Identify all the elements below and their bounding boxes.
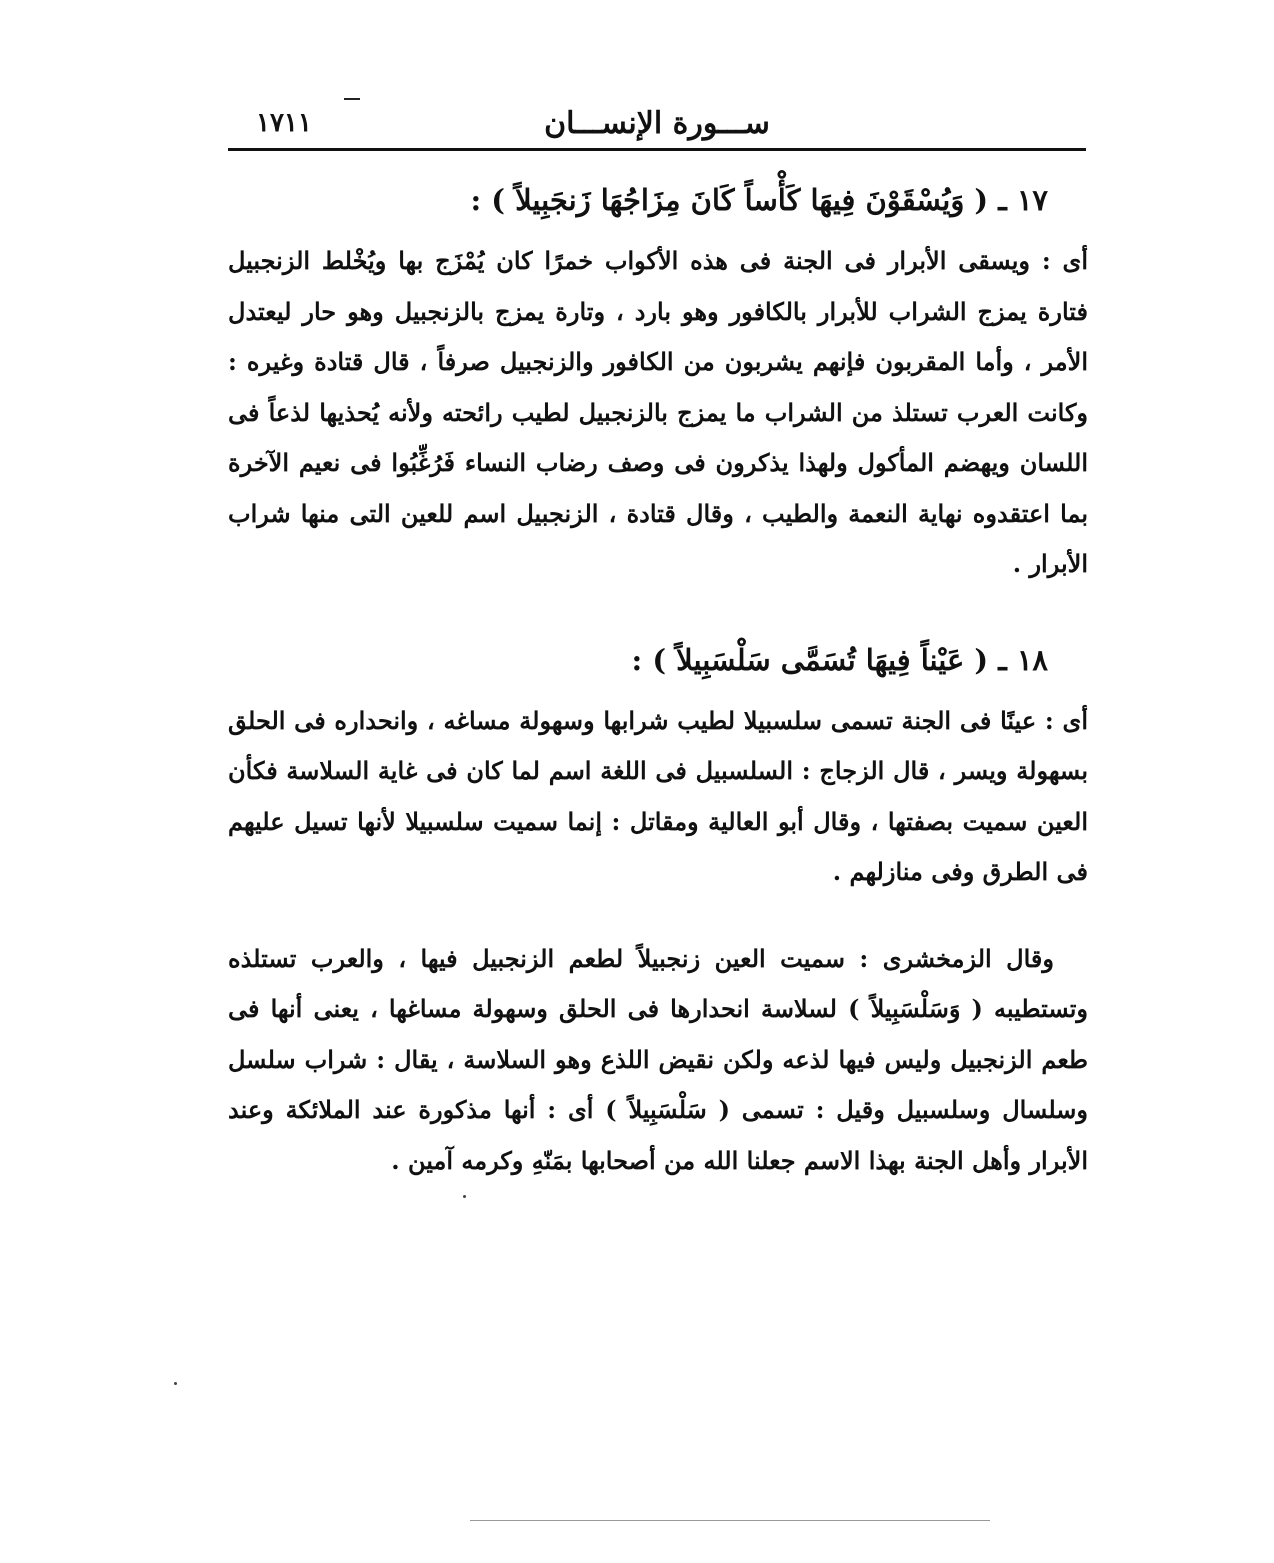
header-mark [344,98,360,100]
paragraph-gap [228,898,1088,934]
page-header [228,100,1086,146]
commentary-paragraph-17: أى : ويسقى الأبرار فى الجنة فى هذه الأكواب خمرًا كان يُمْزَج بها ويُخْلط الزنجبيل فتارة يمزج الشراب للأبرار بالكافور وهو بارد ، وتارة يمزج بالزنجبيل وهو حار ليعتدل الأمر ، وأما المقربون فإنهم يشربون من الكافور والزنجبيل صرفاً ، قال قتادة وغيره : وكانت العرب تستلذ من الشراب ما يمزج بالزنجبيل لطيب رائحته ولأنه يُحذيها لذعاً فى اللسان ويهضم المأكول ولهذا يذكرون فى وصف رضاب النساء فَرُغِّبُوا فى نعيم الآخرة بما اعتقدوه نهاية النعمة والطيب ، وقال قتادة ، الزنجبيل اسم للعين التى منها شراب الأبرار . [228,246,1088,578]
commentary-paragraph-18: أى : عينًا فى الجنة تسمى سلسبيلا لطيب شرابها وسهولة مساغه ، وانحداره فى الحلق بسهولة ويسر ، قال الزجاج : السلسبيل فى اللغة اسم لما كان فى غاية السلاسة فكأن العين سميت بصفتها ، وقال أبو العالية ومقاتل : إنما سميت سلسبيلا لأنها تسيل عليهم فى الطرق وفى منازلهم . [228,705,1089,886]
scan-speck [463,1195,466,1198]
verse-heading-18: ١٨ ـ ( عَيْناً فِيهَا تُسَمَّى سَلْسَبِيلاً ) : [631,642,1048,677]
header-rule [228,148,1086,151]
surah-title: ســـورة الإنســـان [544,106,770,141]
page-body [228,170,1088,1186]
verse-heading-17: ١٧ ـ ( وَيُسْقَوْنَ فِيهَا كَأْساً كَانَ مِزَاجُهَا زَنجَبِيلاً ) : [470,183,1048,217]
scan-speck [174,1382,177,1385]
page-number: ١٧١١ [256,108,312,138]
commentary-paragraph-zamakhshari: وقال الزمخشرى : سميت العين زنجبيلاً لطعم الزنجبيل فيها ، والعرب تستلذه وتستطيبه ( وَسَلْسَبِيلاً ) لسلاسة انحدارها فى الحلق وسهولة مساغها ، يعنى أنها فى طعم الزنجبيل وليس فيها لذعه ولكن نقيض اللذع وهو السلاسة ، يقال : شراب سلسل وسلسال وسلسبيل وقيل : تسمى ( سَلْسَبِيلاً ) أى : أنها مذكورة عند الملائكة وعند الأبرار وأهل الجنة بهذا الاسم جعلنا الله من أصحابها بمَنّهِ وكرمه آمين . [228,943,1088,1175]
scan-line [470,1520,990,1521]
section-gap [228,590,1088,630]
